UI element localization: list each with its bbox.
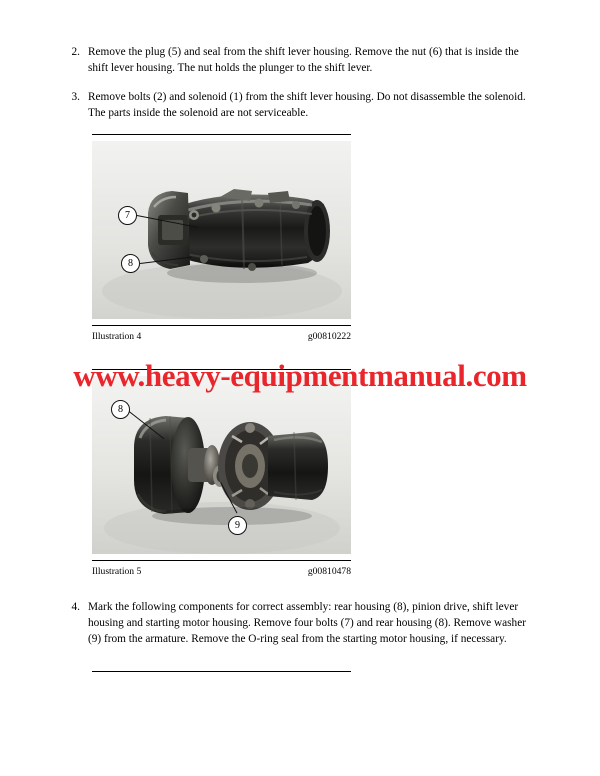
- step-item: [68, 599, 538, 647]
- callout-9: 9: [228, 516, 247, 535]
- step-number: 2.: [71, 46, 80, 58]
- document-content: [68, 44, 538, 672]
- step-item: [68, 44, 538, 76]
- figure-caption: [92, 331, 351, 343]
- step-number: 3.: [71, 91, 80, 104]
- step-text: Remove the plug (5) and seal from the shift lever housing. Remove the nut (6) that is inside the shift lever housing. The nut holds the plunger to the shift lever.: [88, 46, 519, 75]
- figure-bottom-rule: [92, 325, 351, 326]
- step-item: [68, 89, 538, 121]
- step-text: Remove bolts (2) and solenoid (1) from the shift lever housing. Do not disassemble the solenoid. The parts inside the solenoid are not serviceable.: [88, 91, 526, 120]
- trailing-rule: [92, 671, 351, 672]
- figure-caption-id: g00810478: [307, 565, 351, 577]
- callout-8: 8: [121, 254, 140, 273]
- figure-caption-label: Illustration 5: [92, 565, 142, 577]
- figure-top-rule: [92, 369, 351, 370]
- figure-caption: [92, 566, 351, 578]
- step-text: Mark the following components for correct assembly: rear housing (8), pinion drive, shift lever housing and starting motor housing. Remove four bolts (7) and rear housing (8). Remove washer (9) from the armature. Remove the O-ring seal from the starting motor housing, if necessary.: [88, 601, 526, 646]
- step-number: 4.: [71, 601, 80, 614]
- figure-photo: [92, 376, 351, 554]
- starter-motor-photo-4: [92, 141, 351, 319]
- watermark: www.heavy-equipmentmanual.com: [73, 358, 527, 393]
- figure-caption-label: Illustration 4: [92, 331, 142, 343]
- callout-8: 8: [111, 400, 130, 419]
- starter-motor-photo-5: [92, 376, 351, 554]
- figure-photo: [92, 141, 351, 319]
- figure-caption-id: g00810222: [307, 331, 351, 343]
- figure-top-rule: [92, 134, 351, 135]
- figure-bottom-rule: [92, 560, 351, 561]
- figure-illustration-4: [92, 134, 351, 343]
- figure-illustration-5: [92, 369, 351, 578]
- callout-7: 7: [118, 206, 137, 225]
